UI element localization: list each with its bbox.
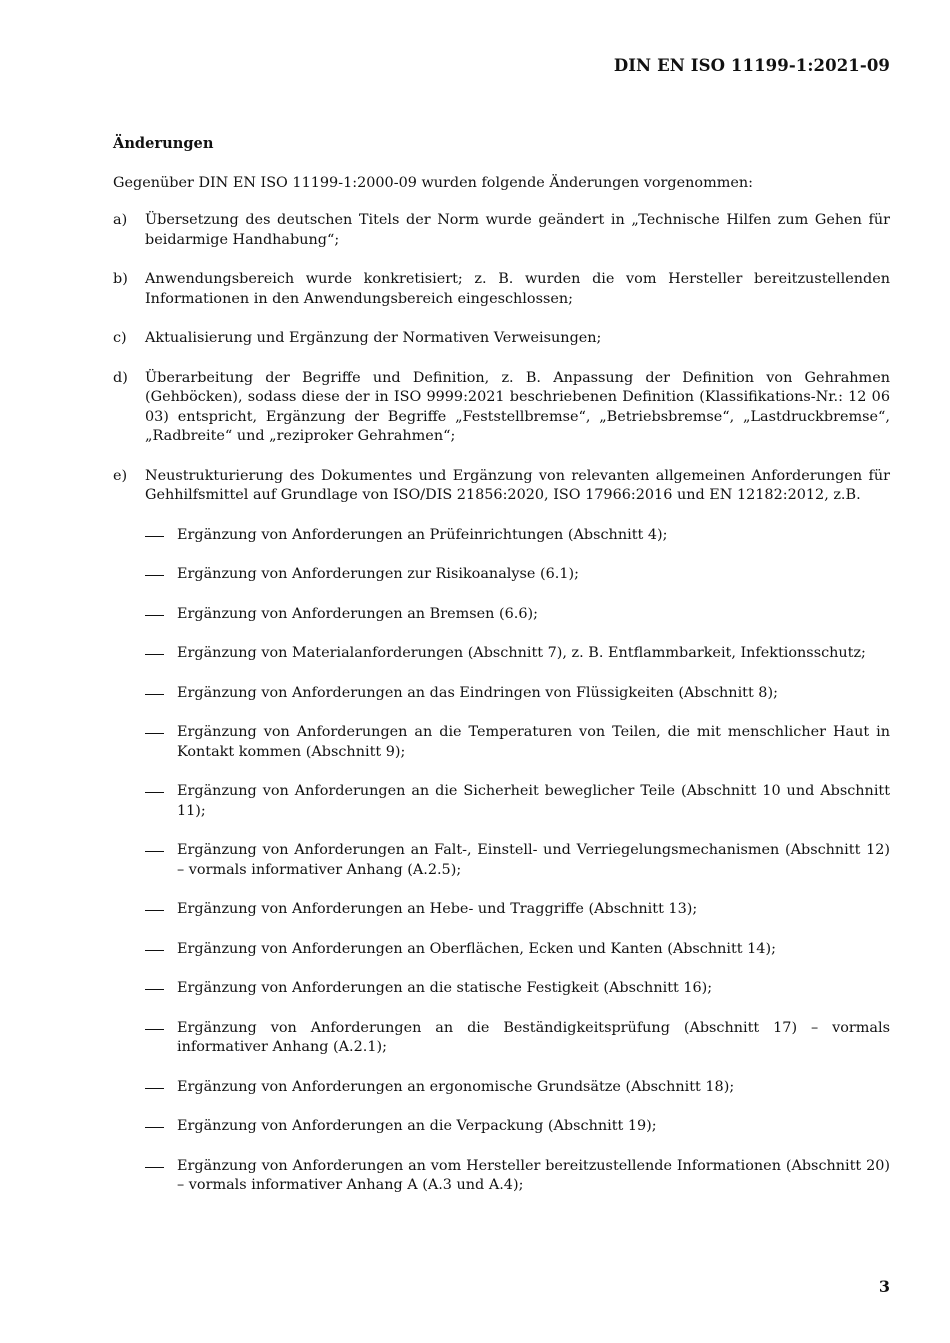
dash-bullet bbox=[145, 644, 177, 664]
list-item-text: Anwendungsbereich wurde konkretisiert; z. B. wurden die vom Hersteller bereitzustellenden Informationen in den Anwendungsbereich eingeschlossen; bbox=[145, 271, 890, 307]
dash-item-text: Ergänzung von Anforderungen an die Sicherheit beweglicher Teile (Abschnitt 10 und Abschnitt 11); bbox=[177, 783, 890, 819]
dash-list-item bbox=[145, 605, 890, 625]
dash-item-text: Ergänzung von Anforderungen zur Risikoanalyse (6.1); bbox=[177, 566, 579, 582]
list-label: d) bbox=[113, 369, 128, 386]
list-item-text: Neustrukturierung des Dokumentes und Ergänzung von relevanten allgemeinen Anforderungen für Gehhilfsmittel auf Grundlage von ISO/DIS 21856:2020, ISO 17966:2016 und EN 12182:2012, z.B. bbox=[145, 467, 890, 503]
dash-list-item bbox=[145, 1019, 890, 1058]
dash-item-text: Ergänzung von Anforderungen an die Verpackung (Abschnitt 19); bbox=[177, 1118, 657, 1134]
dash-list-item bbox=[145, 644, 890, 664]
sub-changes-list bbox=[113, 526, 890, 1196]
list-label: c) bbox=[113, 330, 127, 346]
dash-bullet bbox=[145, 1117, 177, 1137]
dash-bullet bbox=[145, 1078, 177, 1098]
list-label: e) bbox=[113, 467, 128, 484]
document-body bbox=[113, 134, 890, 1216]
dash-item-text: Ergänzung von Anforderungen an die statische Festigkeit (Abschnitt 16); bbox=[177, 980, 713, 996]
document-identifier: DIN EN ISO 11199-1:2021-09 bbox=[613, 56, 890, 75]
dash-item-text: Ergänzung von Anforderungen an Oberflächen, Ecken und Kanten (Abschnitt 14); bbox=[177, 940, 776, 957]
list-label: a) bbox=[113, 212, 128, 228]
dash-item-text: Ergänzung von Anforderungen an Bremsen (6.6); bbox=[177, 605, 538, 622]
change-item-d bbox=[113, 369, 890, 447]
dash-list-item bbox=[145, 940, 890, 960]
list-item-text: Aktualisierung und Ergänzung der Normativen Verweisungen; bbox=[145, 330, 602, 346]
section-intro: Gegenüber DIN EN ISO 11199-1:2000-09 wurden folgende Änderungen vorgenommen: bbox=[113, 174, 754, 191]
dash-bullet bbox=[145, 979, 177, 999]
list-label: b) bbox=[113, 271, 128, 287]
dash-bullet bbox=[145, 565, 177, 585]
dash-bullet bbox=[145, 940, 177, 960]
dash-list-item bbox=[145, 841, 890, 880]
dash-bullet bbox=[145, 526, 177, 546]
section-heading: Änderungen bbox=[113, 135, 214, 152]
dash-bullet bbox=[145, 723, 177, 762]
dash-item-text: Ergänzung von Anforderungen an ergonomische Grundsätze (Abschnitt 18); bbox=[177, 1078, 735, 1095]
page-number: 3 bbox=[878, 1277, 890, 1296]
dash-list-item bbox=[145, 684, 890, 704]
dash-list-item bbox=[145, 565, 890, 585]
dash-item-text: Ergänzung von Anforderungen an die Temperaturen von Teilen, die mit menschlicher Haut in Kontakt kommen (Abschnitt 9); bbox=[177, 724, 890, 760]
dash-list-item bbox=[145, 1117, 890, 1137]
dash-bullet bbox=[145, 1019, 177, 1058]
list-item-text: Übersetzung des deutschen Titels der Norm wurde geändert in „Technische Hilfen zum Gehen für beidarmige Handhabung“; bbox=[145, 212, 890, 248]
dash-list-item bbox=[145, 526, 890, 546]
dash-item-text: Ergänzung von Anforderungen an Prüfeinrichtungen (Abschnitt 4); bbox=[177, 526, 668, 543]
change-item-a bbox=[113, 211, 890, 250]
dash-list-item bbox=[145, 1078, 890, 1098]
dash-bullet bbox=[145, 841, 177, 880]
dash-list-item bbox=[145, 723, 890, 762]
dash-item-text: Ergänzung von Materialanforderungen (Abschnitt 7), z. B. Entflammbarkeit, Infektionsschutz; bbox=[177, 645, 866, 661]
dash-bullet bbox=[145, 900, 177, 920]
dash-bullet bbox=[145, 782, 177, 821]
change-item-b bbox=[113, 270, 890, 309]
dash-list-item bbox=[145, 782, 890, 821]
dash-item-text: Ergänzung von Anforderungen an Falt-, Einstell- und Verriegelungsmechanismen (Abschnitt 12) – vormals informativer Anhang (A.2.5); bbox=[177, 842, 890, 878]
dash-item-text: Ergänzung von Anforderungen an das Eindringen von Flüssigkeiten (Abschnitt 8); bbox=[177, 684, 778, 701]
dash-bullet bbox=[145, 684, 177, 704]
dash-bullet bbox=[145, 1157, 177, 1196]
dash-item-text: Ergänzung von Anforderungen an die Beständigkeitsprüfung (Abschnitt 17) – vormals informativer Anhang (A.2.1); bbox=[177, 1019, 890, 1055]
dash-list-item bbox=[145, 1157, 890, 1196]
change-item-e bbox=[113, 467, 890, 506]
dash-list-item bbox=[145, 900, 890, 920]
change-item-c bbox=[113, 329, 890, 349]
dash-item-text: Ergänzung von Anforderungen an vom Hersteller bereitzustellende Informationen (Abschnitt 20) – vormals informativer Anhang A (A.3 und A.4); bbox=[177, 1157, 890, 1193]
changes-list bbox=[113, 211, 890, 506]
dash-item-text: Ergänzung von Anforderungen an Hebe- und Traggriffe (Abschnitt 13); bbox=[177, 901, 698, 917]
dash-bullet bbox=[145, 605, 177, 625]
dash-list-item bbox=[145, 979, 890, 999]
list-item-text: Überarbeitung der Begriffe und Definition, z. B. Anpassung der Definition von Gehrahmen (Gehböcken), sodass diese der in ISO 9999:2021 beschriebenen Definition (Klassifikations-Nr.: 12 06 03) entspricht, Ergänzung der Begriffe „Feststellbremse“, „Betriebsbremse“, „Lastdruckbremse“, „Radbreite“ und „reziproker Gehrahmen“; bbox=[145, 369, 890, 444]
